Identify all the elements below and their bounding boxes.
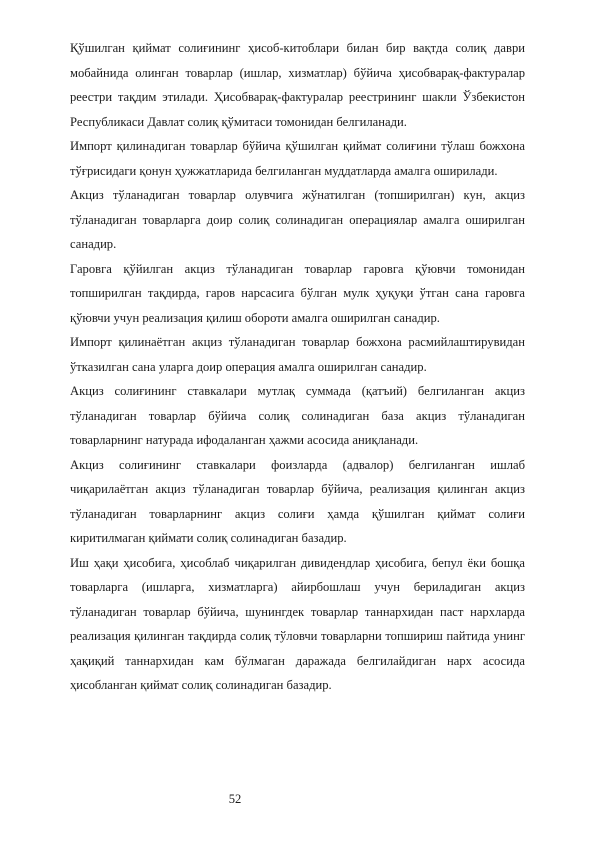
paragraph-vat-register: Қўшилган қиймат солиғининг ҳисоб-китоблари билан бир вақтда солиқ даври мобайнида олинган товарлар (ишлар, хизматлар) бўйича ҳисобварақ-фактуралар реестри тақдим этилади. Ҳисобварақ-фактуралар реестрининг шакли Ўзбекистон Республикаси Давлат солиқ қўмитаси томонидан белгиланади. xyxy=(70,41,525,129)
document-body xyxy=(70,36,525,698)
paragraph-import-excise-date: Импорт қилинаётган акциз тўланадиган товарлар божхона расмийлаштирувидан ўтказилган сана уларга доир операция амалга оширилган санадир. xyxy=(70,335,525,374)
page-number: 52 xyxy=(228,792,242,806)
paragraph-barter-base: Иш ҳақи ҳисобига, ҳисоблаб чиқарилган дивидендлар ҳисобига, бепул ёки бошқа товарларга (ишларга, хизматларга) айирбошлаш учун бериладиган акциз тўланадиган товарлар бўйича, шунингдек товарлар таннархидан паст нархларда реализация қилинган тақдирда солиқ тўловчи товарларни топшириш пайтида унинг ҳақиқий таннархидан кам бўлмаган даражада белгилайдиган нарх асосида ҳисобланган қиймат солиқ солинадиган базадир. xyxy=(70,555,525,692)
paragraph-pledged-goods: Гаровга қўйилган акциз тўланадиган товарлар гаровга қўювчи томонидан топширилган тақдирда, гаров нарсасига бўлган мулк ҳуқуқи ўтган сана гаровга қўювчи учун реализация қилиш обороти амалга оширилган санадир. xyxy=(70,261,525,325)
paragraph-excise-shipment-date: Акциз тўланадиган товарлар олувчига жўнатилган (топширилган) кун, акциз тўланадиган товарларга доир солиқ солинадиган операциялар амалга оширилган санадир. xyxy=(70,188,525,251)
paragraph-ad-valorem-base: Акциз солиғининг ставкалари фоизларда (адвалор) белгиланган ишлаб чиқарилаётган акциз тўланадиган товарлар бўйича, реализация қилинган акциз тўланадиган товарларнинг акциз солиғи ҳамда қўшилган қиймат солиғи киритилмаган қиймати солиқ солинадиган базадир. xyxy=(70,457,525,545)
paragraph-import-vat-payment: Импорт қилинадиган товарлар бўйича қўшилган қиймат солиғини тўлаш божхона тўғрисидаги қонун ҳужжатларида белгиланган муддатларда амалга оширилади. xyxy=(70,139,525,178)
paragraph-fixed-rate-base: Акциз солиғининг ставкалари мутлақ суммада (қатъий) белгиланган акциз тўланадиган товарлар бўйича солиқ солинадиган база акциз тўланадиган товарларнинг натурада ифодаланган ҳажми асосида аниқланади. xyxy=(70,384,525,447)
